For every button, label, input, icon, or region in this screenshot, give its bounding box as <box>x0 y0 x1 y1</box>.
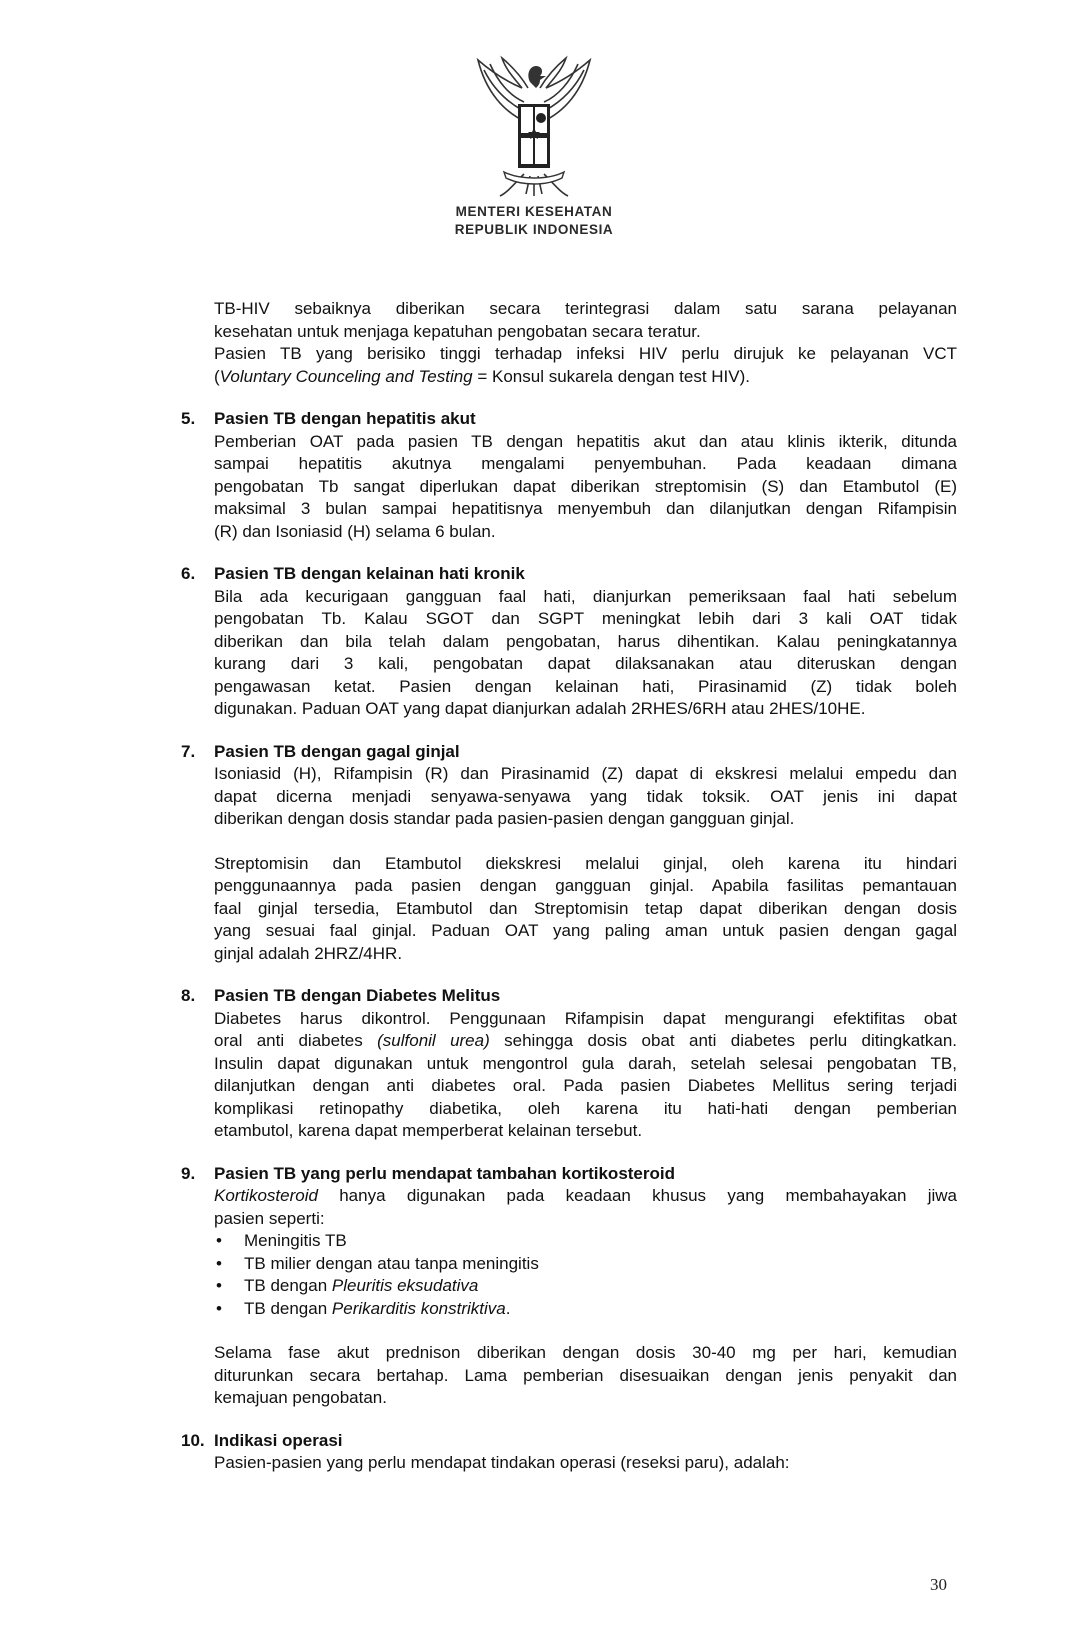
text-line: Bila ada kecurigaan gangguan faal hati, dianjurkan pemeriksaan faal hati sebelum <box>214 586 957 606</box>
text-line: diturunkan secara bertahap. Lama pemberian disesuaikan dengan jenis penyakit dan <box>214 1365 957 1385</box>
section-title: Pasien TB dengan Diabetes Melitus <box>214 986 501 1005</box>
list-item: • TB dengan Pleuritis eksudativa <box>214 1275 957 1298</box>
section-10 <box>181 1430 957 1475</box>
ministry-name-line2: REPUBLIK INDONESIA <box>454 222 614 237</box>
section-5 <box>181 408 957 543</box>
section-title: Pasien TB dengan hepatitis akut <box>214 409 476 428</box>
bullet-icon: • <box>216 1231 222 1250</box>
intro-paragraph <box>214 298 957 388</box>
text-line: ginjal adalah 2HRZ/4HR. <box>214 943 403 963</box>
text-line: Pasien-pasien yang perlu mendapat tindakan operasi (reseksi paru), adalah: <box>214 1453 790 1472</box>
text-line: Insulin dapat digunakan untuk mengontrol gula darah, setelah selesai pengobatan TB, <box>214 1053 957 1073</box>
section-9 <box>181 1163 957 1410</box>
text-line: (R) dan Isoniasid (H) selama 6 bulan. <box>214 521 496 541</box>
text-line: kurang dari 3 kali, pengobatan dapat dilaksanakan atau diteruskan dengan <box>214 654 957 673</box>
text-line: kemajuan pengobatan. <box>214 1388 387 1407</box>
text-line: diberikan dan bila telah dalam pengobatan, harus dihentikan. Kalau peningkatannya <box>214 631 957 651</box>
text-line: Streptomisin dan Etambutol diekskresi melalui ginjal, oleh karena itu hindari <box>214 853 957 873</box>
text-line: Isoniasid (H), Rifampisin (R) dan Pirasinamid (Z) dapat di ekskresi melalui empedu dan <box>214 764 957 783</box>
list-item: • TB milier dengan atau tanpa meningitis <box>214 1253 957 1276</box>
letterhead <box>0 52 1068 238</box>
text-line: Pasien TB yang berisiko tinggi terhadap infeksi HIV perlu dirujuk ke pelayanan VCT <box>214 344 957 363</box>
text-line: komplikasi retinopathy diabetika, oleh karena itu hati-hati dengan pemberian <box>214 1098 957 1118</box>
text-line: Diabetes harus dikontrol. Penggunaan Rifampisin dapat mengurangi efektifitas obat <box>214 1008 957 1028</box>
text-line: pengawasan ketat. Pasien dengan kelainan hati, Pirasinamid (Z) tidak boleh <box>214 676 957 696</box>
text-line: etambutol, karena dapat memperberat kelainan tersebut. <box>214 1121 643 1140</box>
bullet-icon: • <box>216 1253 222 1273</box>
section-number: 7. <box>181 741 196 761</box>
section-6 <box>181 563 957 721</box>
text-line: penggunaannya pada pasien dengan gangguan ginjal. Apabila fasilitas pemantauan <box>214 876 957 895</box>
text-line: digunakan. Paduan OAT yang dapat dianjurkan adalah 2RHES/6RH atau 2HES/10HE. <box>214 699 866 718</box>
bullet-list <box>214 1230 957 1320</box>
section-title: Pasien TB yang perlu mendapat tambahan kortikosteroid <box>214 1163 675 1183</box>
text-line: oral anti diabetes (sulfonil urea) sehingga dosis obat anti diabetes perlu ditingkatkan. <box>214 1031 958 1050</box>
text-line: (Voluntary Counceling and Testing = Konsul sukarela dengan test HIV). <box>214 366 750 386</box>
document-body <box>181 298 957 1475</box>
text-line: TB-HIV sebaiknya diberikan secara terintegrasi dalam satu sarana pelayanan <box>214 299 957 318</box>
garuda-emblem-icon <box>464 52 604 202</box>
section-number: 10. <box>181 1430 205 1450</box>
ministry-name-line1: MENTERI KESEHATAN <box>455 204 613 219</box>
section-title: Pasien TB dengan gagal ginjal <box>214 741 460 761</box>
section-7 <box>181 741 957 966</box>
section-8 <box>181 985 957 1143</box>
section-number: 9. <box>181 1163 196 1183</box>
list-item: • TB dengan Perikarditis konstriktiva. <box>214 1298 957 1321</box>
text-line: pasien seperti: <box>214 1208 325 1228</box>
text-line: dapat dicerna menjadi senyawa-senyawa yang tidak toksik. OAT jenis ini dapat <box>214 786 957 806</box>
text-line: dilanjutkan dengan anti diabetes oral. Pada pasien Diabetes Mellitus sering terjadi <box>214 1076 957 1095</box>
section-number: 5. <box>181 409 196 428</box>
text-line: pengobatan Tb sangat diperlukan dapat diberikan streptomisin (S) dan Etambutol (E) <box>214 476 957 496</box>
section-title: Indikasi operasi <box>214 1430 343 1450</box>
text-line: diberikan dengan dosis standar pada pasien-pasien dengan gangguan ginjal. <box>214 809 795 828</box>
bullet-icon: • <box>216 1298 222 1318</box>
text-line: pengobatan Tb. Kalau SGOT dan SGPT meningkat lebih dari 3 kali OAT tidak <box>214 609 957 628</box>
text-line: Selama fase akut prednison diberikan dengan dosis 30-40 mg per hari, kemudian <box>214 1343 957 1362</box>
text-line: Pemberian OAT pada pasien TB dengan hepatitis akut dan atau klinis ikterik, ditunda <box>214 431 957 451</box>
text-line: Kortikosteroid hanya digunakan pada keadaan khusus yang membahayakan jiwa <box>214 1186 957 1205</box>
section-number: 6. <box>181 564 196 583</box>
section-title: Pasien TB dengan kelainan hati kronik <box>214 564 525 583</box>
text-line: faal ginjal tersedia, Etambutol dan Streptomisin tetap dapat diberikan dengan dosis <box>214 898 957 918</box>
list-item: • Meningitis TB <box>214 1230 957 1253</box>
text-line: sampai hepatitis akutnya mengalami penyembuhan. Pada keadaan dimana <box>214 454 957 473</box>
text-line: maksimal 3 bulan sampai hepatitisnya menyembuh dan dilanjutkan dengan Rifampisin <box>214 499 957 518</box>
text-line: kesehatan untuk menjaga kepatuhan pengobatan secara teratur. <box>214 321 701 341</box>
section-number: 8. <box>181 986 196 1005</box>
text-line: yang sesuai faal ginjal. Paduan OAT yang paling aman untuk pasien dengan gagal <box>214 921 957 940</box>
bullet-icon: • <box>216 1276 222 1295</box>
page-number: 30 <box>930 1575 947 1594</box>
